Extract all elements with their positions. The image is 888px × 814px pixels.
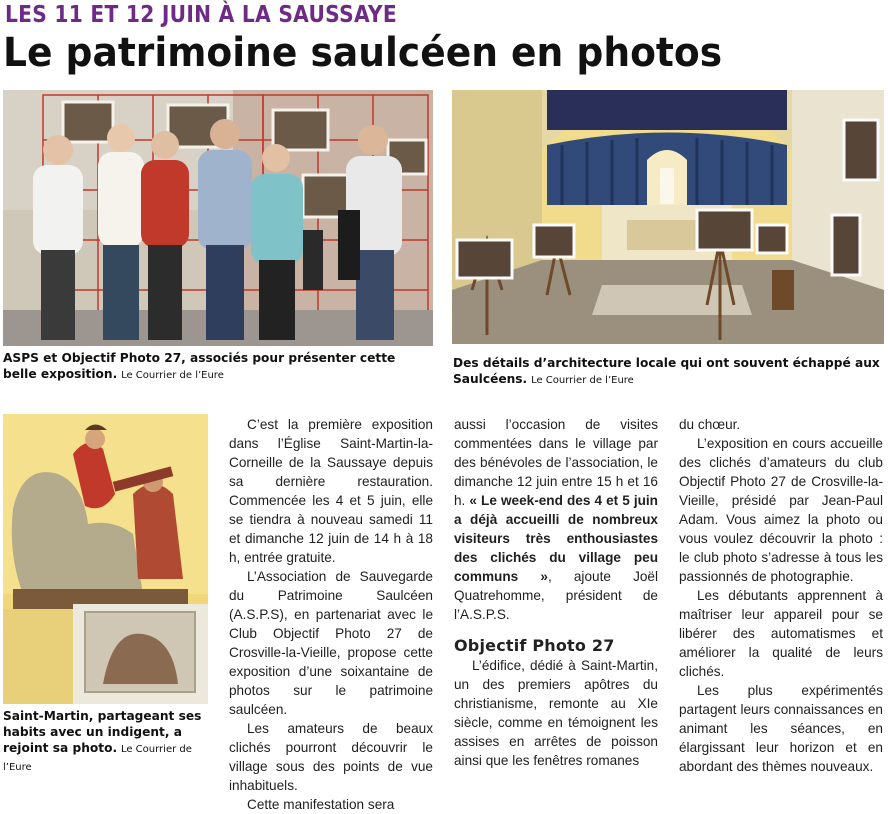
caption-text: Des détails d’architecture locale qui ont souvent échappé aux Saulcéens. xyxy=(453,356,880,386)
body-text: aussi l’occasion de visites commentées dans le village par des bénévoles de l’association, le dimanche 12 juin entre 15 h et 16 h. xyxy=(454,417,658,508)
article-column-2 xyxy=(454,415,658,770)
group-photo xyxy=(3,90,433,346)
article-column-3 xyxy=(679,415,883,776)
caption-text: ASPS et Objectif Photo 27, associés pour présenter cette belle exposition. xyxy=(3,351,396,381)
body-paragraph: L’Association de Sauvegarde du Patrimoine Saulcéen (A.S.P.S), en partenariat avec le Club Objectif Photo 27 de Crosville-la-Vieille, propose cette exposition d’une soixantaine de photos sur le patrimoine saulcéen. xyxy=(229,569,433,717)
body-paragraph xyxy=(454,415,658,624)
article-column-1 xyxy=(229,415,433,814)
church-interior-photo xyxy=(452,90,884,344)
body-paragraph: Les débutants apprennent à maîtriser leur appareil pour se libérer des automatismes et améliorer la qualité de leurs clichés. xyxy=(679,588,883,679)
body-text: , ajoute Joël Quatrehomme, président de l’A.S.P.S. xyxy=(454,569,659,622)
body-paragraph: C’est la première exposition dans l’Église Saint-Martin-la-Corneille de la Saussaye depuis sa dernière restauration. Commencée les 4 et 5 juin, elle se tiendra à nouveau samedi 11 et dimanche 12 juin de 14 h à 18 h, entrée gratuite. xyxy=(229,417,433,565)
caption-church-photo xyxy=(453,355,883,389)
article-headline: Le patrimoine saulcéen en photos xyxy=(3,30,723,76)
saint-martin-statue-photo xyxy=(3,414,208,704)
photo-credit: Le Courrier de l’Eure xyxy=(121,370,224,381)
article-kicker: LES 11 ET 12 JUIN À LA SAUSSAYE xyxy=(5,2,397,28)
caption-group-photo xyxy=(3,350,433,384)
body-paragraph: du chœur. xyxy=(679,417,741,432)
body-paragraph: Cette manifestation sera xyxy=(247,797,395,812)
photo-credit: Le Courrier de l’Eure xyxy=(3,744,192,773)
quote-text: « Le week-end des 4 et 5 juin a déjà accueilli de nombreux visiteurs très enthousiastes des clichés du village peu communs » xyxy=(454,493,658,584)
photo-credit: Le Courrier de l’Eure xyxy=(531,375,634,386)
body-paragraph: Les plus expérimentés partagent leurs connaissances en animant les séances, en élargissant leur horizon et en abordant des thèmes nouveaux. xyxy=(679,683,883,774)
caption-statue-photo xyxy=(3,708,208,776)
body-paragraph: L’exposition en cours accueille des clichés d’amateurs du club Objectif Photo 27 de Crosville-la-Vieille, présidé par Jean-Paul Adam. Vous aimez la photo ou vous voulez découvrir la photo : le club photo s’adresse à tous les passionnés de photographie. xyxy=(679,436,883,584)
section-subhead: Objectif Photo 27 xyxy=(454,636,615,655)
caption-text: Saint-Martin, partageant ses habits avec un indigent, a rejoint sa photo. xyxy=(3,709,202,755)
body-paragraph: Les amateurs de beaux clichés pourront découvrir le village sous des points de vue inhabituels. xyxy=(229,721,433,793)
body-paragraph: L’édifice, dédié à Saint-Martin, un des premiers apôtres du christianisme, remonte au XIe siècle, comme en témoignent les assises en arrêtes de poisson ainsi que les fenêtres romanes xyxy=(454,658,658,768)
